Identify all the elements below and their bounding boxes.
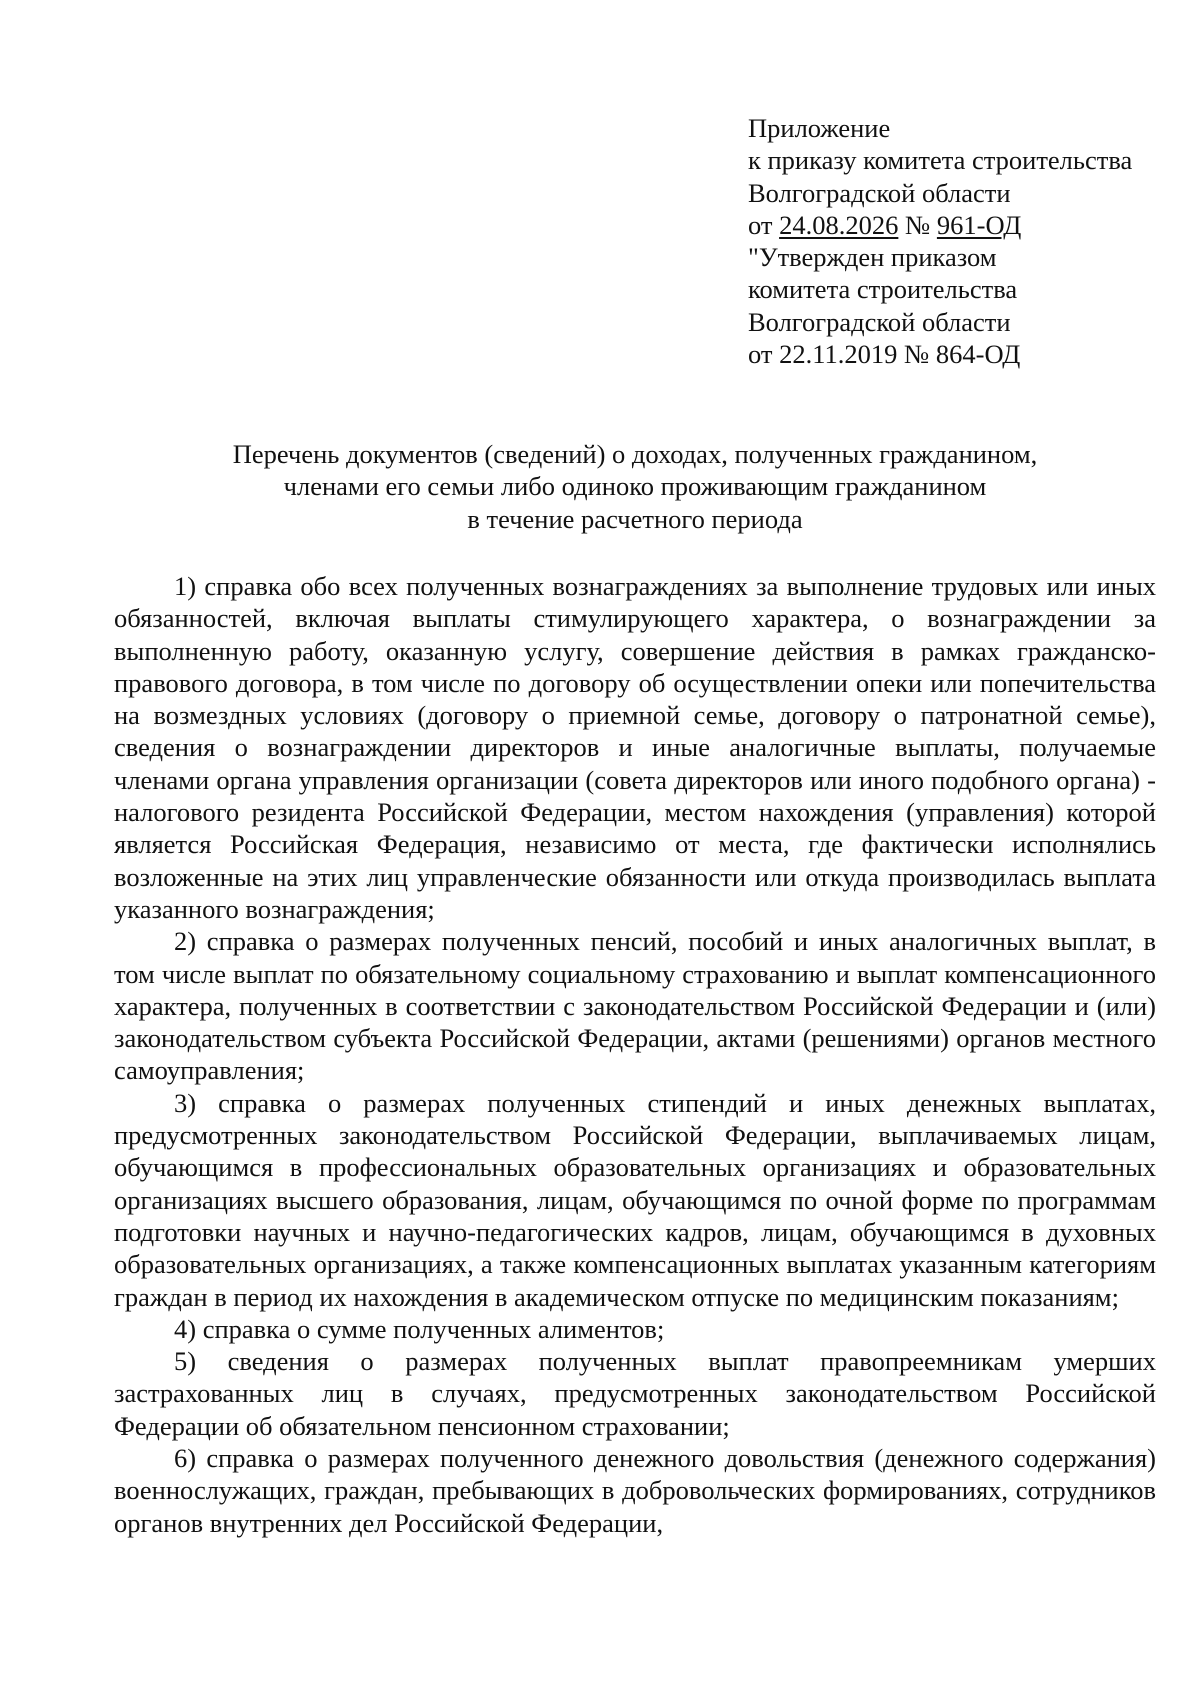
order-date: 24.08.2026 [779, 209, 899, 240]
header-line-region-2: Волгоградской области [748, 306, 1011, 337]
header-line-to-order: к приказу комитета строительства [748, 145, 1133, 176]
list-item-2: 2) справка о размерах полученных пенсий, пособий и иных аналогичных выплат, в том числе выплат по обязательному социальному страхованию и выплат компенсационного характера, полученных в соответствии с законодательством Российской Федерации и (или) законодательством субъекта Российской Федерации, актами (решениями) органов местного самоуправления; [114, 926, 1156, 1086]
list-item-3: 3) справка о размерах полученных стипендий и иных денежных выплатах, предусмотренных законодательством Российской Федерации, выплачиваемых лицам, обучающимся в профессиональных образовательных организациях и образовательных организациях высшего образования, лицам, обучающимся по очной форме по программам подготовки научных и научно-педагогических кадров, лицам, обучающимся в духовных образовательных организациях, а также компенсационных выплатах указанным категориям граждан в период их нахождения в академическом отпуске по медицинским показаниям; [114, 1087, 1156, 1312]
list-item-5: 5) сведения о размерах полученных выплат правопреемникам умерших застрахованных лиц в случаях, предусмотренных законодательством Российской Федерации об обязательном пенсионном страховании; [114, 1346, 1156, 1441]
header-line-region: Волгоградской области [748, 177, 1011, 208]
order-date-prefix: от [748, 209, 780, 240]
title-line-3: в течение расчетного периода [467, 503, 803, 534]
approval-header [748, 112, 1168, 370]
header-line-approved: "Утвержден приказом [748, 242, 997, 273]
document-title [114, 438, 1156, 535]
order-number: 961-ОД [936, 209, 1022, 240]
header-line-committee: комитета строительства [748, 274, 1018, 305]
document-body [114, 570, 1156, 1539]
order-number-sign: № [898, 209, 937, 240]
list-item-1: 1) справка обо всех полученных вознаграждениях за выполнение трудовых или иных обязанностей, включая выплаты стимулирующего характера, о вознаграждении за выполненную работу, оказанную услугу, совершение действия в рамках гражданско-правового договора, в том числе по договору об осуществлении опеки или попечительства на возмездных условиях (договору о приемной семье, договору о патронатной семье), сведения о вознаграждении директоров и иные аналогичные выплаты, получаемые членами органа управления организации (совета директоров или иного подобного органа) - налогового резидента Российской Федерации, местом нахождения (управления) которой является Российская Федерация, независимо от места, где фактически исполнялись возложенные на этих лиц управленческие обязанности или откуда производилась выплата указанного вознаграждения; [114, 571, 1156, 924]
header-line-annex: Приложение [748, 113, 891, 143]
title-line-2: членами его семьи либо одиноко проживающим гражданином [283, 471, 987, 502]
header-line-order-date [748, 209, 1168, 241]
title-line-1: Перечень документов (сведений) о доходах, полученных гражданином, [232, 439, 1038, 469]
list-item-6: 6) справка о размерах полученного денежного довольствия (денежного содержания) военнослужащих, граждан, пребывающих в добровольческих формированиях, сотрудников органов внутренних дел Российской Федерации, [114, 1443, 1156, 1538]
header-line-original-order: от 22.11.2019 № 864-ОД [748, 339, 1021, 370]
list-item-4: 4) справка о сумме полученных алиментов; [174, 1313, 665, 1344]
